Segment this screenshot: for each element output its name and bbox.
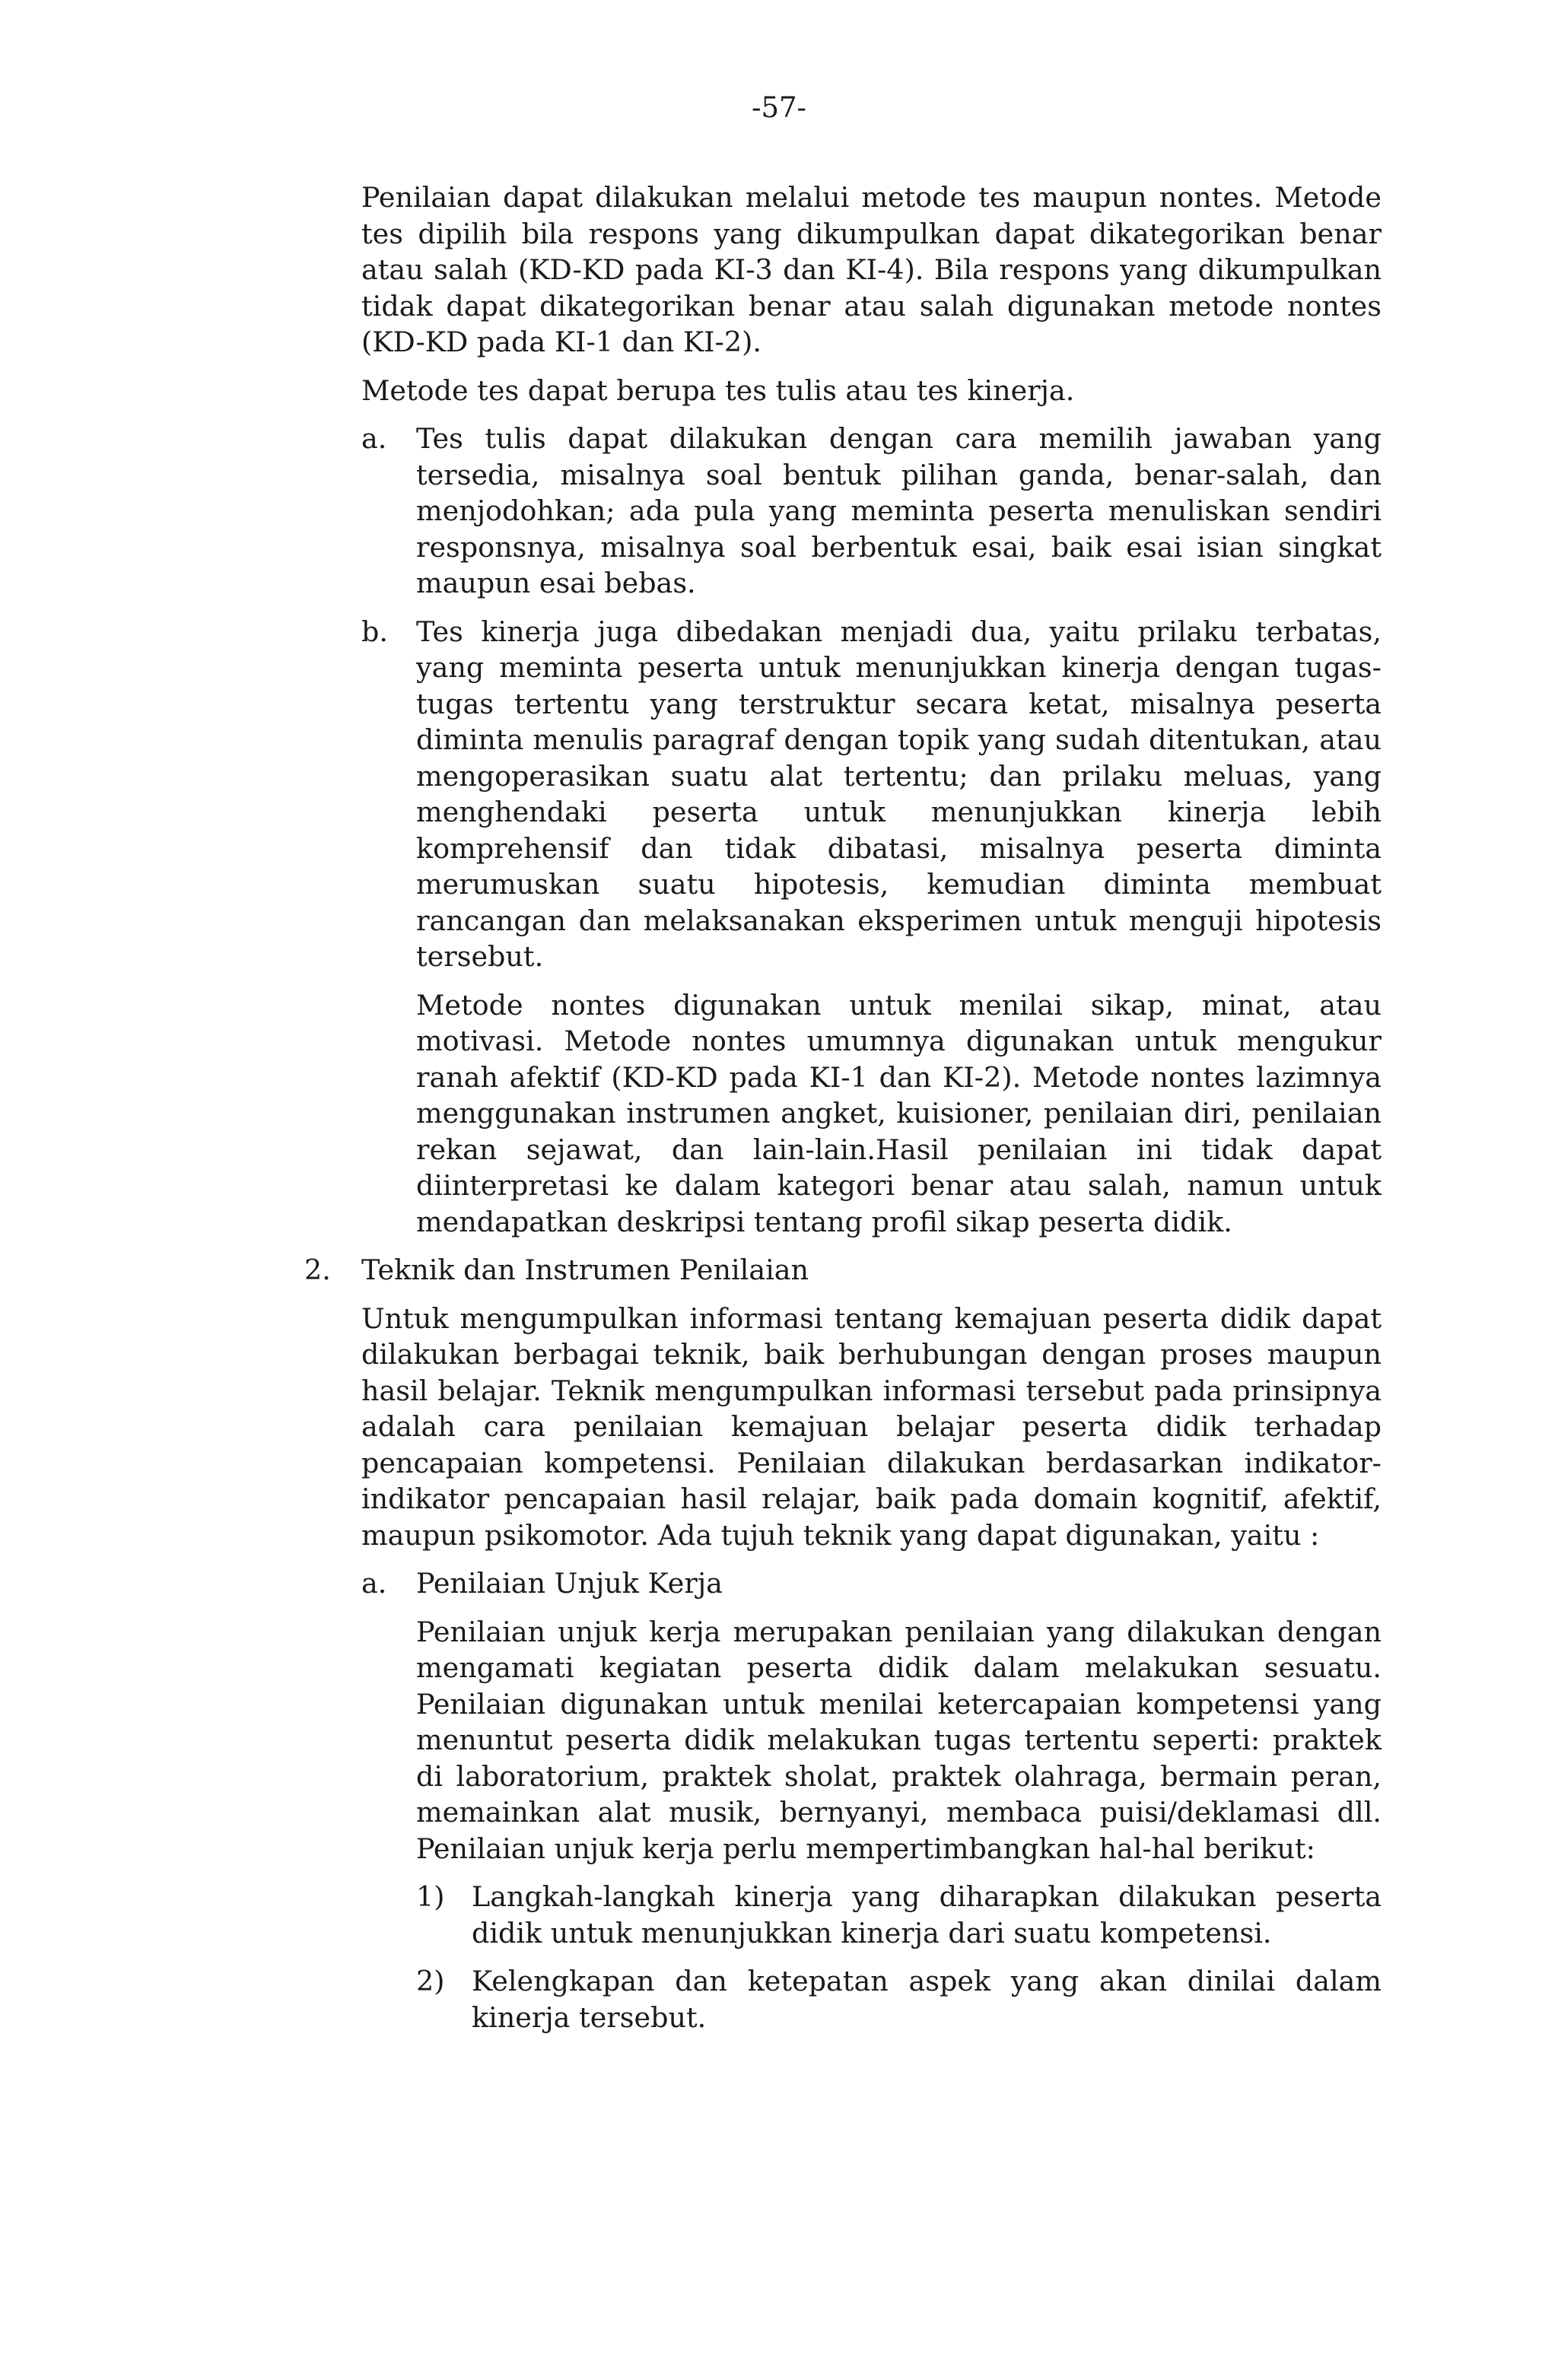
nontes-paragraph-text: Metode nontes digunakan untuk menilai sikap, minat, atau motivasi. Metode nontes umumnya digunakan untuk mengukur ranah afektif (KD-KD pada KI-1 dan KI-2). Metode nontes lazimnya menggunakan instrumen angket, kuisioner, penilaian diri, penilaian rekan sejawat, dan lain-lain.Hasil penilaian ini tidak dapat diinterpretasi ke dalam kategori benar atau salah, namun untuk mendapatkan deskripsi tentang profil sikap peserta didik. [416, 988, 1382, 1238]
list-item-text: Tes kinerja juga dibedakan menjadi dua, yaitu prilaku terbatas, yang meminta peserta untuk menunjukkan kinerja dengan tugas-tugas tertentu yang terstruktur secara ketat, misalnya peserta diminta menulis paragraf dengan topik yang sudah ditentukan, atau mengoperasikan suatu alat tertentu; dan prilaku meluas, yang menghendaki peserta untuk menunjukkan kinerja lebih komprehensif dan tidak dibatasi, misalnya peserta diminta merumuskan suatu hipotesis, kemudian diminta membuat rancangan dan melaksanakan eksperimen untuk menguji hipotesis tersebut. [416, 615, 1382, 973]
section-number: 2. [304, 1254, 331, 1286]
section-2-paragraph [361, 1301, 1382, 1554]
numbered-item-text: Kelengkapan dan ketepatan aspek yang akan dinilai dalam kinerja tersebut. [472, 1965, 1382, 2034]
numbered-marker: 1) [416, 1880, 445, 1913]
numbered-item-1 [416, 1879, 1382, 1951]
section-heading-2 [304, 1252, 1382, 1289]
numbered-item-text: Langkah-langkah kinerja yang diharapkan dilakukan peserta didik untuk menunjukkan kinerja dari suatu kompetensi. [472, 1880, 1382, 1949]
subsection-heading-a [361, 1565, 1382, 1602]
numbered-marker: 2) [416, 1965, 445, 1997]
intro-paragraph [361, 180, 1382, 361]
nontes-paragraph [416, 987, 1382, 1241]
test-methods-intro-text: Metode tes dapat berupa tes tulis atau tes kinerja. [361, 373, 1075, 407]
list-marker: a. [361, 422, 387, 455]
document-body [304, 180, 1382, 2048]
list-marker: b. [361, 615, 388, 648]
test-methods-intro [361, 373, 1382, 409]
page-number: -57- [751, 91, 807, 124]
subsection-title: Penilaian Unjuk Kerja [416, 1567, 723, 1600]
section-2-paragraph-text: Untuk mengumpulkan informasi tentang kemajuan peserta didik dapat dilakukan berbagai teknik, baik berhubungan dengan proses maupun hasil belajar. Teknik mengumpulkan informasi tersebut pada prinsipnya adalah cara penilaian kemajuan belajar peserta didik terhadap pencapaian kompetensi. Penilaian dilakukan berdasarkan indikator-indikator pencapaian hasil relajar, baik pada domain kognitif, afektif, maupun psikomotor. Ada tujuh teknik yang dapat digunakan, yaitu : [361, 1301, 1382, 1552]
subsection-a-paragraph [416, 1614, 1382, 1867]
section-title: Teknik dan Instrumen Penilaian [361, 1254, 809, 1286]
list-item-performance-test [361, 614, 1382, 975]
subsection-marker: a. [361, 1567, 387, 1600]
list-item-text: Tes tulis dapat dilakukan dengan cara memilih jawaban yang tersedia, misalnya soal bentuk pilihan ganda, benar-salah, dan menjodohkan; ada pula yang meminta peserta menuliskan sendiri responsnya, misalnya soal berbentuk esai, baik esai isian singkat maupun esai bebas. [416, 422, 1382, 599]
numbered-item-2 [416, 1963, 1382, 2035]
intro-paragraph-text: Penilaian dapat dilakukan melalui metode tes maupun nontes. Metode tes dipilih bila respons yang dikumpulkan dapat dikategorikan benar atau salah (KD-KD pada KI-3 dan KI-4). Bila respons yang dikumpulkan tidak dapat dikategorikan benar atau salah digunakan metode nontes (KD-KD pada KI-1 dan KI-2). [361, 181, 1382, 358]
subsection-a-paragraph-text: Penilaian unjuk kerja merupakan penilaian yang dilakukan dengan mengamati kegiatan peserta didik dalam melakukan sesuatu. Penilaian digunakan untuk menilai ketercapaian kompetensi yang menuntut peserta didik melakukan tugas tertentu seperti: praktek di laboratorium, praktek sholat, praktek olahraga, bermain peran, memainkan alat musik, bernyanyi, membaca puisi/deklamasi dll. Penilaian unjuk kerja perlu mempertimbangkan hal-hal berikut: [416, 1615, 1382, 1865]
list-item-written-test [361, 421, 1382, 602]
